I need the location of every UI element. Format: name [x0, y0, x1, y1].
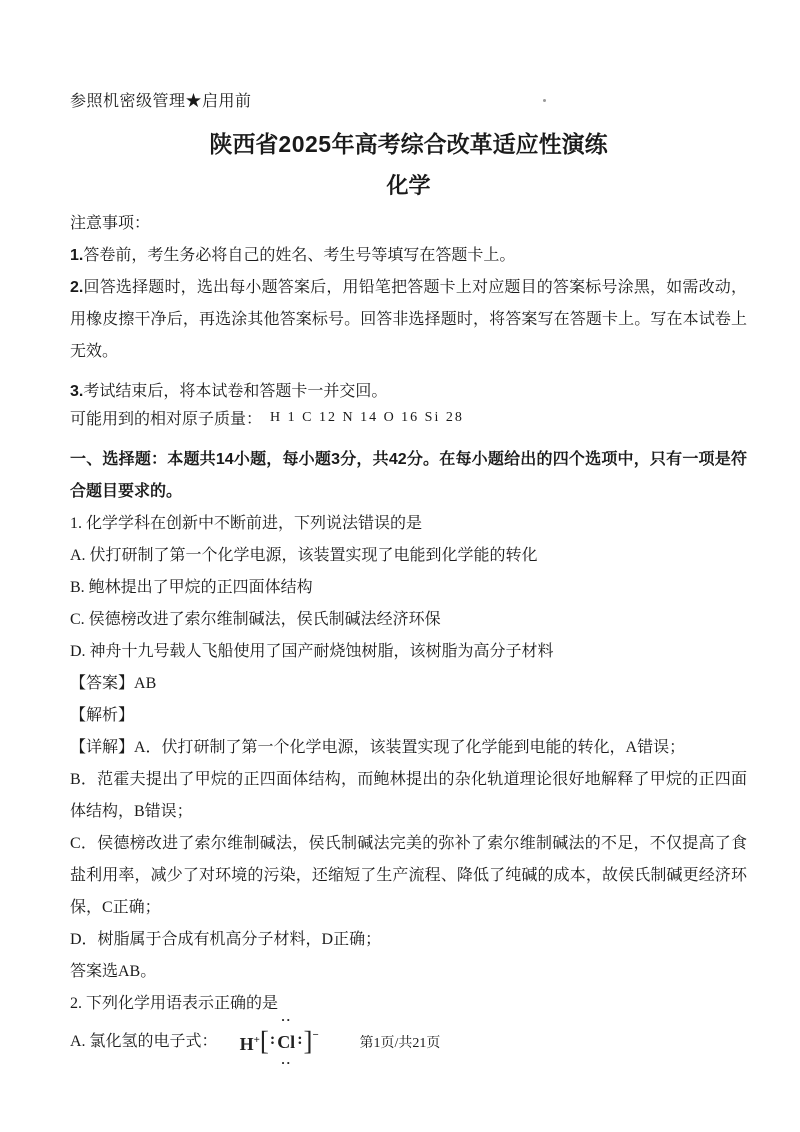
formula-bottom-electron-pair: ·· — [280, 1055, 292, 1070]
section-points-each: 3 — [331, 451, 341, 468]
title-suffix: 年高考综合改革适应性演练 — [331, 132, 608, 157]
page-content — [70, 92, 747, 1070]
document-title — [70, 128, 747, 161]
question-1-option-d: D. 神舟十九号载人飞船使用了国产耐烧蚀树脂，该树脂为高分子材料 — [70, 643, 554, 660]
atomic-masses-value: H 1 C 12 N 14 O 16 Si 28 — [270, 410, 464, 425]
section-text-4: 分。在每小题给出的四个选项中，只有一项是符合题目要求的。 — [70, 451, 747, 500]
question-1-detail-a: 【详解】A．伏打研制了第一个化学电源，该装置实现了化学能到电能的转化，A错误； — [70, 739, 686, 756]
notice-item-1-text: 答卷前，考生务必将自己的姓名、考生号等填写在答题卡上。 — [83, 247, 516, 264]
formula-left-electron-pair: : — [269, 1031, 276, 1048]
formula-hydrogen: H+ — [239, 1034, 260, 1054]
notice-item-3-number: 3. — [70, 383, 84, 400]
page-number-footer: 第1页/共21页 — [359, 1036, 441, 1051]
notice-item-1 — [70, 240, 747, 272]
section-heading — [70, 444, 747, 508]
question-1-detail-conclusion: 答案选AB。 — [70, 963, 157, 980]
question-1-detail-c: C．侯德榜改进了索尔维制碱法，侯氏制碱法完美的弥补了索尔维制碱法的不足，不仅提高了食盐利用率，减少了对环境的污染，还缩短了生产流程、降低了纯碱的成本，故侯氏制碱更经济环保，C正确； — [70, 835, 747, 916]
notice-item-2 — [70, 272, 747, 368]
formula-top-electron-pair: ·· — [280, 1012, 292, 1027]
formula-right-electron-pair: : — [297, 1031, 303, 1048]
question-1-analysis-label: 【解析】 — [70, 707, 135, 724]
formula-chlorine: ·· Cl ·· — [277, 1012, 296, 1070]
question-1-stem: 1. 化学学科在创新中不断前进，下列说法错误的是 — [70, 515, 423, 532]
section-text-3: 分，共 — [340, 451, 389, 468]
question-1-answer — [70, 668, 747, 700]
notice-item-2-number: 2. — [70, 279, 84, 296]
title-year: 2025 — [278, 131, 332, 157]
formula-hydrogen-charge: + — [253, 1034, 260, 1046]
notice-item-2-text: 回答选择题时，选出每小题答案后，用铅笔把答题卡上对应题目的答案标号涂黑，如需改动，用橡皮擦干净后，再选涂其他答案标号。回答非选择题时，将答案写在答题卡上。写在本试卷上无效。 — [70, 279, 747, 360]
formula-anion-charge: − — [312, 1029, 319, 1041]
notice-item-1-number: 1. — [70, 247, 84, 264]
answer-label: 【答案】 — [70, 675, 135, 692]
atomic-masses-label: 可能用到的相对原子质量： — [70, 411, 263, 428]
section-text-2: 小题，每小题 — [233, 451, 332, 468]
question-2-stem: 2. 下列化学用语表示正确的是 — [70, 995, 279, 1012]
question-1-detail-d: D．树脂属于合成有机高分子材料，D正确； — [70, 931, 382, 948]
answer-value: AB — [134, 675, 157, 692]
section-points-total: 42 — [388, 451, 407, 468]
question-1-option-b: B. 鲍林提出了甲烷的正四面体结构 — [70, 579, 313, 596]
notice-heading: 注意事项： — [70, 215, 151, 232]
question-1-option-a: A. 伏打研制了第一个化学电源，该装置实现了电能到化学能的转化 — [70, 547, 538, 564]
question-1-option-c: C. 侯德榜改进了索尔维制碱法，侯氏制碱法经济环保 — [70, 611, 441, 628]
section-count-questions: 14 — [215, 451, 234, 468]
subject-title: 化学 — [386, 173, 431, 198]
classification-banner: 参照机密级管理★启用前 — [70, 93, 252, 110]
question-1-detail-b: B．范霍夫提出了甲烷的正四面体结构，而鲍林提出的杂化轨道理论很好地解释了甲烷的正四面体结构，B错误； — [70, 771, 747, 820]
formula-left-bracket: [ — [259, 1025, 269, 1056]
notice-item-3-text: 考试结束后，将本试卷和答题卡一并交回。 — [83, 383, 388, 400]
section-text-1: 一、选择题：本题共 — [70, 451, 216, 468]
question-2-option-a-label: A. 氯化氢的电子式： — [70, 1033, 218, 1050]
title-prefix: 陕西省 — [209, 132, 279, 157]
atomic-masses-line — [70, 402, 747, 436]
formula-right-bracket: ] — [303, 1025, 313, 1056]
